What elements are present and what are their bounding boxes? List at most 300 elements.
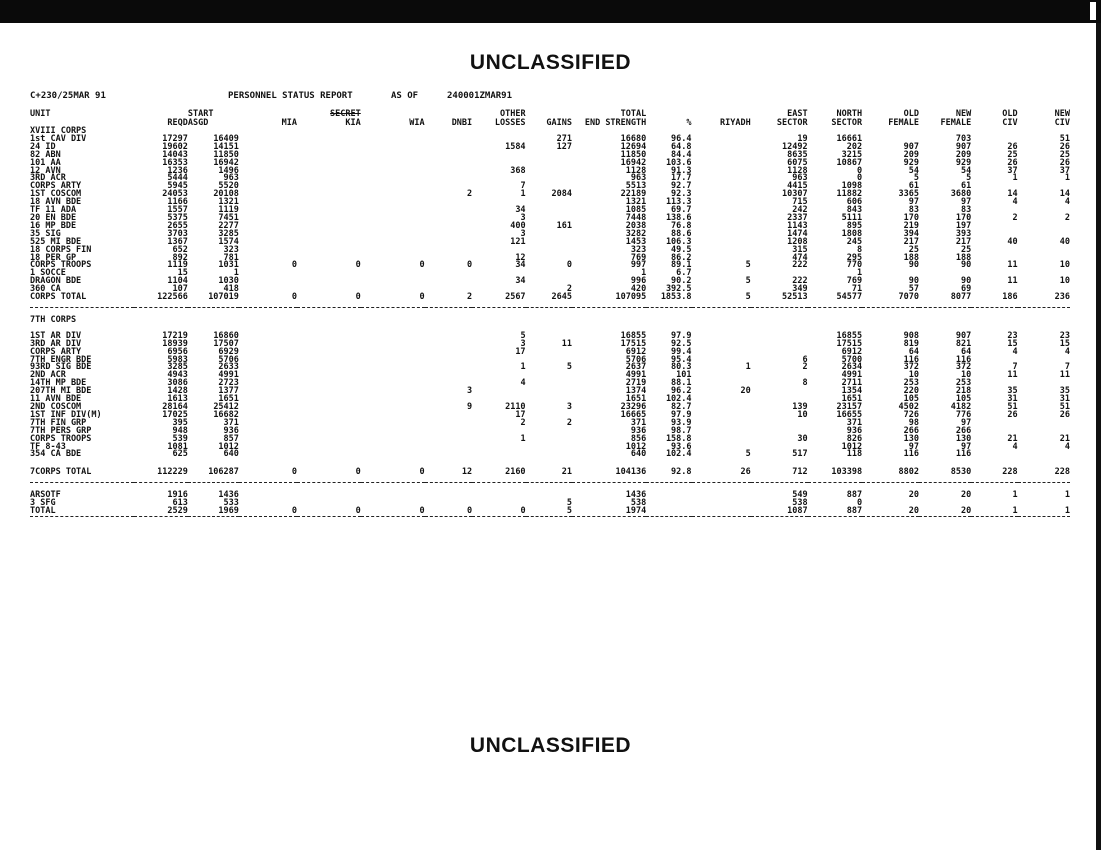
table-cell — [297, 364, 361, 372]
table-cell — [239, 341, 297, 349]
table-cell: 4502 — [898, 402, 920, 412]
table-cell — [472, 451, 525, 459]
table-cell: 90 — [960, 276, 972, 287]
table-cell — [472, 152, 525, 160]
table-row — [30, 451, 1070, 459]
table-cell — [692, 136, 751, 144]
table-cell: 781 — [223, 252, 239, 263]
table-cell: 8 — [857, 244, 863, 255]
table-cell — [361, 380, 425, 388]
table-cell: 92.7 — [671, 181, 692, 192]
table-cell — [361, 175, 425, 183]
row-gap — [30, 459, 1070, 467]
table-cell — [297, 404, 361, 412]
table-cell: 16665 — [620, 409, 647, 420]
table-cell: 21 — [1007, 433, 1018, 444]
table-cell: 92.5 — [671, 338, 692, 349]
table-cell: 101 — [676, 370, 692, 381]
table-cell — [297, 436, 361, 444]
table-cell — [361, 420, 425, 428]
table-cell: 7448 — [625, 212, 647, 223]
table-cell — [646, 500, 691, 508]
table-cell — [297, 152, 361, 160]
table-cell — [361, 136, 425, 144]
table-cell: 25 — [960, 244, 972, 255]
table-cell — [239, 223, 297, 231]
table-cell — [361, 451, 425, 459]
unit-name: 82 ABN — [30, 149, 61, 160]
table-cell: 371 — [846, 417, 863, 428]
table-cell: 1 — [520, 362, 526, 373]
table-cell — [297, 255, 361, 263]
col-riyadh: RIYADH — [720, 118, 751, 128]
table-row — [30, 508, 1070, 516]
table-cell: 907 — [903, 141, 920, 152]
table-cell: 17507 — [213, 338, 239, 349]
table-cell — [971, 223, 1017, 231]
unit-name: 1st CAV DIV — [30, 133, 87, 144]
unit-name: 101 AA — [30, 157, 61, 168]
table-cell: 5444 — [167, 173, 188, 184]
table-cell: 209 — [903, 149, 920, 160]
col-reqd: REQD — [167, 118, 188, 128]
table-cell: 474 — [792, 252, 808, 263]
table-cell: 31 — [1007, 394, 1018, 405]
table-cell: 5 — [913, 173, 920, 184]
table-cell: 54 — [908, 165, 920, 176]
table-cell: 10 — [908, 370, 920, 381]
section-divider — [30, 516, 1070, 526]
table-cell — [425, 333, 473, 341]
table-cell: 90 — [908, 276, 920, 287]
col-old-female: OLD FEMALE — [888, 109, 920, 128]
table-cell: 371 — [630, 417, 647, 428]
table-cell: 197 — [955, 220, 972, 231]
table-cell — [692, 444, 751, 452]
table-cell: 3282 — [625, 228, 647, 239]
table-cell — [425, 444, 473, 452]
table-cell — [472, 444, 525, 452]
table-cell: 2 — [1064, 212, 1070, 223]
table-cell: 0 — [355, 506, 361, 517]
table-cell: 1436 — [625, 490, 647, 501]
table-cell: 769 — [846, 276, 863, 287]
table-cell — [239, 215, 297, 223]
table-cell: 242 — [792, 205, 808, 216]
table-cell — [425, 223, 473, 231]
table-cell — [425, 341, 473, 349]
table-cell: 372 — [955, 362, 972, 373]
table-cell: 1208 — [787, 236, 808, 247]
col-mia: MIA — [281, 118, 297, 128]
table-cell: 0 — [419, 292, 425, 303]
table-cell: 35 — [1059, 386, 1070, 397]
table-cell: 4 — [1012, 197, 1018, 208]
table-cell — [297, 388, 361, 396]
table-cell: 712 — [792, 467, 808, 478]
table-cell — [646, 492, 691, 500]
table-cell — [297, 175, 361, 183]
table-cell: 57 — [908, 284, 920, 295]
table-cell: 1 — [520, 433, 526, 444]
table-cell — [297, 136, 361, 144]
table-cell — [361, 270, 425, 278]
table-cell: 1853.8 — [660, 292, 692, 303]
table-cell — [425, 412, 473, 420]
table-cell: 24053 — [162, 189, 188, 200]
table-cell — [1018, 500, 1070, 508]
table-cell: 517 — [792, 449, 808, 460]
table-cell — [361, 168, 425, 176]
table-cell: 5513 — [625, 181, 647, 192]
table-cell: 5 — [745, 449, 751, 460]
table-cell: 106.3 — [665, 236, 692, 247]
table-cell: 2 — [520, 417, 526, 428]
table-cell: 5700 — [841, 354, 863, 365]
table-cell: 26 — [1007, 409, 1018, 420]
table-cell: 5 — [745, 260, 751, 271]
table-cell — [526, 444, 572, 452]
table-cell: 2634 — [841, 362, 863, 373]
table-cell: 323 — [630, 244, 647, 255]
table-cell: 26 — [1059, 141, 1070, 152]
table-cell — [751, 349, 808, 357]
table-cell: 18939 — [162, 338, 188, 349]
table-cell: 394 — [903, 228, 920, 239]
table-cell: 17.7 — [671, 173, 692, 184]
table-cell — [472, 388, 525, 396]
unit-name: 1ST AR DIV — [30, 330, 82, 341]
table-cell — [361, 183, 425, 191]
table-cell: 0 — [291, 292, 297, 303]
table-cell: 1 — [1012, 490, 1018, 501]
table-cell: 139 — [792, 402, 808, 412]
table-cell: 90 — [908, 260, 920, 271]
table-cell: 2038 — [625, 220, 647, 231]
table-cell: 640 — [630, 449, 647, 460]
table-cell: 8635 — [787, 149, 808, 160]
table-cell: 5111 — [841, 212, 863, 223]
right-scan-edge — [1096, 23, 1101, 850]
table-cell — [692, 160, 751, 168]
table-cell: 2 — [467, 292, 473, 303]
table-cell: 2645 — [551, 292, 572, 303]
table-cell: 1496 — [218, 165, 239, 176]
table-cell — [526, 436, 572, 444]
table-cell: 6912 — [625, 346, 647, 357]
table-cell: 11 — [1059, 370, 1070, 381]
table-cell: 6 — [802, 354, 808, 365]
table-cell: 4 — [1064, 441, 1070, 452]
table-cell — [239, 136, 297, 144]
table-cell: 1584 — [505, 141, 526, 152]
table-cell — [692, 255, 751, 263]
table-cell: 64 — [908, 346, 920, 357]
table-cell: 1 — [641, 268, 647, 279]
table-cell: 6912 — [841, 346, 863, 357]
table-cell — [971, 420, 1017, 428]
table-cell: 107019 — [208, 292, 239, 303]
table-cell: 222 — [792, 276, 808, 287]
table-cell: 5 — [566, 362, 572, 373]
table-cell: 1087 — [787, 506, 808, 517]
table-cell: 188 — [955, 252, 972, 263]
table-cell: 98.7 — [671, 425, 692, 436]
table-cell: 769 — [630, 252, 647, 263]
table-cell: 14043 — [162, 149, 188, 160]
table-cell: 97 — [960, 417, 972, 428]
table-cell: 26 — [1007, 141, 1018, 152]
table-cell: 84.4 — [671, 149, 692, 160]
table-cell — [1018, 247, 1070, 255]
table-cell — [361, 349, 425, 357]
unit-name: 525 MI BDE — [30, 236, 82, 247]
table-cell — [971, 207, 1017, 215]
table-cell: 90 — [960, 260, 972, 271]
table-cell: 97 — [960, 441, 972, 452]
table-cell — [297, 223, 361, 231]
table-cell — [692, 191, 751, 199]
table-cell: 20 — [908, 490, 920, 501]
table-cell — [361, 223, 425, 231]
table-cell: 3703 — [167, 228, 188, 239]
table-cell: 395 — [172, 417, 188, 428]
table-cell — [297, 191, 361, 199]
unit-name: 35 SIG — [30, 228, 61, 239]
table-cell: 1354 — [841, 386, 863, 397]
table-cell: 7 — [520, 181, 526, 192]
table-cell — [425, 500, 473, 508]
table-cell: 3285 — [167, 362, 188, 373]
table-cell: 3285 — [218, 228, 239, 239]
table-cell: 5 — [745, 276, 751, 287]
table-cell: 606 — [846, 197, 863, 208]
table-cell: 907 — [955, 141, 972, 152]
table-cell: 64 — [960, 346, 972, 357]
table-cell — [297, 420, 361, 428]
table-cell: 96.2 — [671, 386, 692, 397]
table-cell — [239, 404, 297, 412]
table-cell — [297, 349, 361, 357]
table-cell: 34 — [515, 276, 526, 287]
table-cell — [425, 247, 473, 255]
table-cell — [239, 168, 297, 176]
classification-footer: UNCLASSIFIED — [469, 734, 632, 757]
table-cell: 10 — [1059, 276, 1070, 287]
col-new-civ: NEW CIV — [1054, 109, 1070, 128]
table-cell: 393 — [955, 228, 972, 239]
table-cell: 2 — [566, 284, 572, 295]
unit-name: 2ND ACR — [30, 370, 66, 381]
table-cell — [526, 278, 572, 286]
table-cell: 1012 — [841, 441, 863, 452]
table-cell: 7 — [1064, 362, 1070, 373]
report-date-code: C+230/25MAR 91 — [30, 91, 106, 101]
table-cell: 1808 — [841, 228, 863, 239]
table-cell: 11850 — [213, 149, 239, 160]
table-cell: 538 — [630, 498, 647, 509]
table-cell: 92.3 — [671, 189, 692, 200]
table-cell — [361, 444, 425, 452]
table-cell: 82.7 — [671, 402, 692, 412]
table-cell: 726 — [903, 409, 920, 420]
table-cell: 64.8 — [671, 141, 692, 152]
table-cell: 533 — [223, 498, 239, 509]
table-cell: 186 — [1002, 292, 1018, 303]
table-cell: 71 — [851, 284, 863, 295]
table-cell — [692, 428, 751, 436]
table-cell — [472, 175, 525, 183]
table-cell: 1 — [1064, 490, 1070, 501]
table-cell: 936 — [630, 425, 647, 436]
table-cell: 11 — [1007, 276, 1018, 287]
table-cell — [526, 412, 572, 420]
table-cell: 219 — [903, 220, 920, 231]
table-cell — [692, 168, 751, 176]
table-cell: 11 — [1007, 260, 1018, 271]
top-black-bar — [0, 0, 1101, 23]
table-cell: 228 — [1054, 467, 1070, 478]
table-cell — [425, 215, 473, 223]
table-cell: 948 — [172, 425, 188, 436]
table-cell: 218 — [955, 386, 972, 397]
table-cell: 1367 — [167, 236, 188, 247]
table-cell — [361, 372, 425, 380]
table-cell: 16855 — [836, 330, 863, 341]
table-cell — [425, 357, 473, 365]
table-cell: 0 — [291, 467, 297, 478]
table-cell — [692, 286, 751, 294]
table-cell: 10 — [1059, 260, 1070, 271]
table-cell: 10 — [797, 409, 808, 420]
table-cell: 936 — [846, 425, 863, 436]
table-cell — [239, 255, 297, 263]
table-cell: 26 — [1059, 409, 1070, 420]
table-cell: 26 — [1059, 157, 1070, 168]
table-cell: 86.2 — [671, 252, 692, 263]
table-cell: 170 — [903, 212, 920, 223]
table-cell: 6.7 — [676, 268, 692, 279]
table-cell: 12492 — [782, 141, 808, 152]
unit-name: DRAGON BDE — [30, 276, 82, 287]
table-cell: 4182 — [950, 402, 972, 412]
table-cell: 217 — [955, 236, 972, 247]
table-cell — [692, 199, 751, 207]
table-cell — [526, 255, 572, 263]
table-cell: 266 — [955, 425, 972, 436]
table-cell — [692, 247, 751, 255]
table-cell: 37 — [1059, 165, 1070, 176]
table-cell — [425, 183, 473, 191]
table-cell — [297, 215, 361, 223]
table-cell: 97 — [960, 197, 972, 208]
table-cell — [361, 231, 425, 239]
table-cell: 217 — [903, 236, 920, 247]
unit-name: 360 CA — [30, 284, 61, 295]
table-cell: 228 — [1002, 467, 1018, 478]
table-cell: 17515 — [836, 338, 863, 349]
unit-name: 14TH MP BDE — [30, 378, 87, 389]
table-cell — [297, 144, 361, 152]
unit-name: TF 11 ADA — [30, 205, 77, 216]
table-cell: 34 — [515, 260, 526, 271]
table-cell — [526, 152, 572, 160]
table-cell: 222 — [792, 260, 808, 271]
table-cell — [472, 500, 525, 508]
table-cell: 103398 — [831, 467, 863, 478]
table-cell: 5706 — [218, 354, 239, 365]
table-cell: 1428 — [167, 386, 188, 397]
table-cell: 121 — [510, 236, 526, 247]
table-cell: 22189 — [620, 189, 647, 200]
table-cell — [692, 492, 751, 500]
table-cell — [239, 412, 297, 420]
table-cell: 2 — [566, 417, 572, 428]
table-cell: 20 — [960, 506, 972, 517]
table-cell: 5 — [520, 330, 526, 341]
table-cell: 40 — [1007, 236, 1018, 247]
table-cell — [297, 444, 361, 452]
table-cell: 16682 — [213, 409, 239, 420]
table-cell: 25 — [1059, 149, 1070, 160]
table-cell: 2 — [802, 362, 808, 373]
table-cell — [751, 333, 808, 341]
table-cell: 538 — [792, 498, 808, 509]
table-cell: 4 — [1064, 346, 1070, 357]
table-cell: 102.4 — [665, 394, 692, 405]
table-cell: 640 — [223, 449, 239, 460]
table-cell — [692, 349, 751, 357]
table-cell: 17219 — [162, 330, 188, 341]
table-cell: 5375 — [167, 212, 188, 223]
table-cell — [692, 183, 751, 191]
table-cell: 17297 — [162, 133, 188, 144]
table-cell: 0 — [355, 467, 361, 478]
table-cell: 12694 — [620, 141, 647, 152]
table-cell — [692, 333, 751, 341]
table-cell — [297, 372, 361, 380]
table-cell: 1474 — [787, 228, 808, 239]
table-cell: 4 — [1064, 197, 1070, 208]
table-cell: 3 — [566, 402, 572, 412]
table-cell: 372 — [903, 362, 920, 373]
table-cell: 613 — [172, 498, 188, 509]
table-cell: 5983 — [167, 354, 188, 365]
table-cell: 4 — [1012, 346, 1018, 357]
table-cell: 1085 — [625, 205, 647, 216]
table-cell: 4 — [1012, 441, 1018, 452]
unit-name: 24 ID — [30, 141, 56, 152]
table-cell: 98 — [908, 417, 920, 428]
col-new-female: NEW FEMALE — [940, 109, 972, 128]
table-cell: 2637 — [625, 362, 647, 373]
section-title-row — [30, 317, 1070, 325]
table-cell: 16353 — [162, 157, 188, 168]
table-cell: 16661 — [836, 133, 863, 144]
unit-name: 18 PER GP — [30, 252, 77, 263]
table-cell — [239, 270, 297, 278]
table-cell — [526, 357, 572, 365]
table-cell — [239, 207, 297, 215]
table-cell: 0 — [355, 260, 361, 271]
table-cell: 1104 — [167, 276, 188, 287]
table-cell: 253 — [903, 378, 920, 389]
table-cell: 418 — [223, 284, 239, 295]
table-cell: 49.5 — [671, 244, 692, 255]
table-cell — [361, 492, 425, 500]
col-gains: GAINS — [546, 118, 572, 128]
table-cell: 4991 — [841, 370, 863, 381]
